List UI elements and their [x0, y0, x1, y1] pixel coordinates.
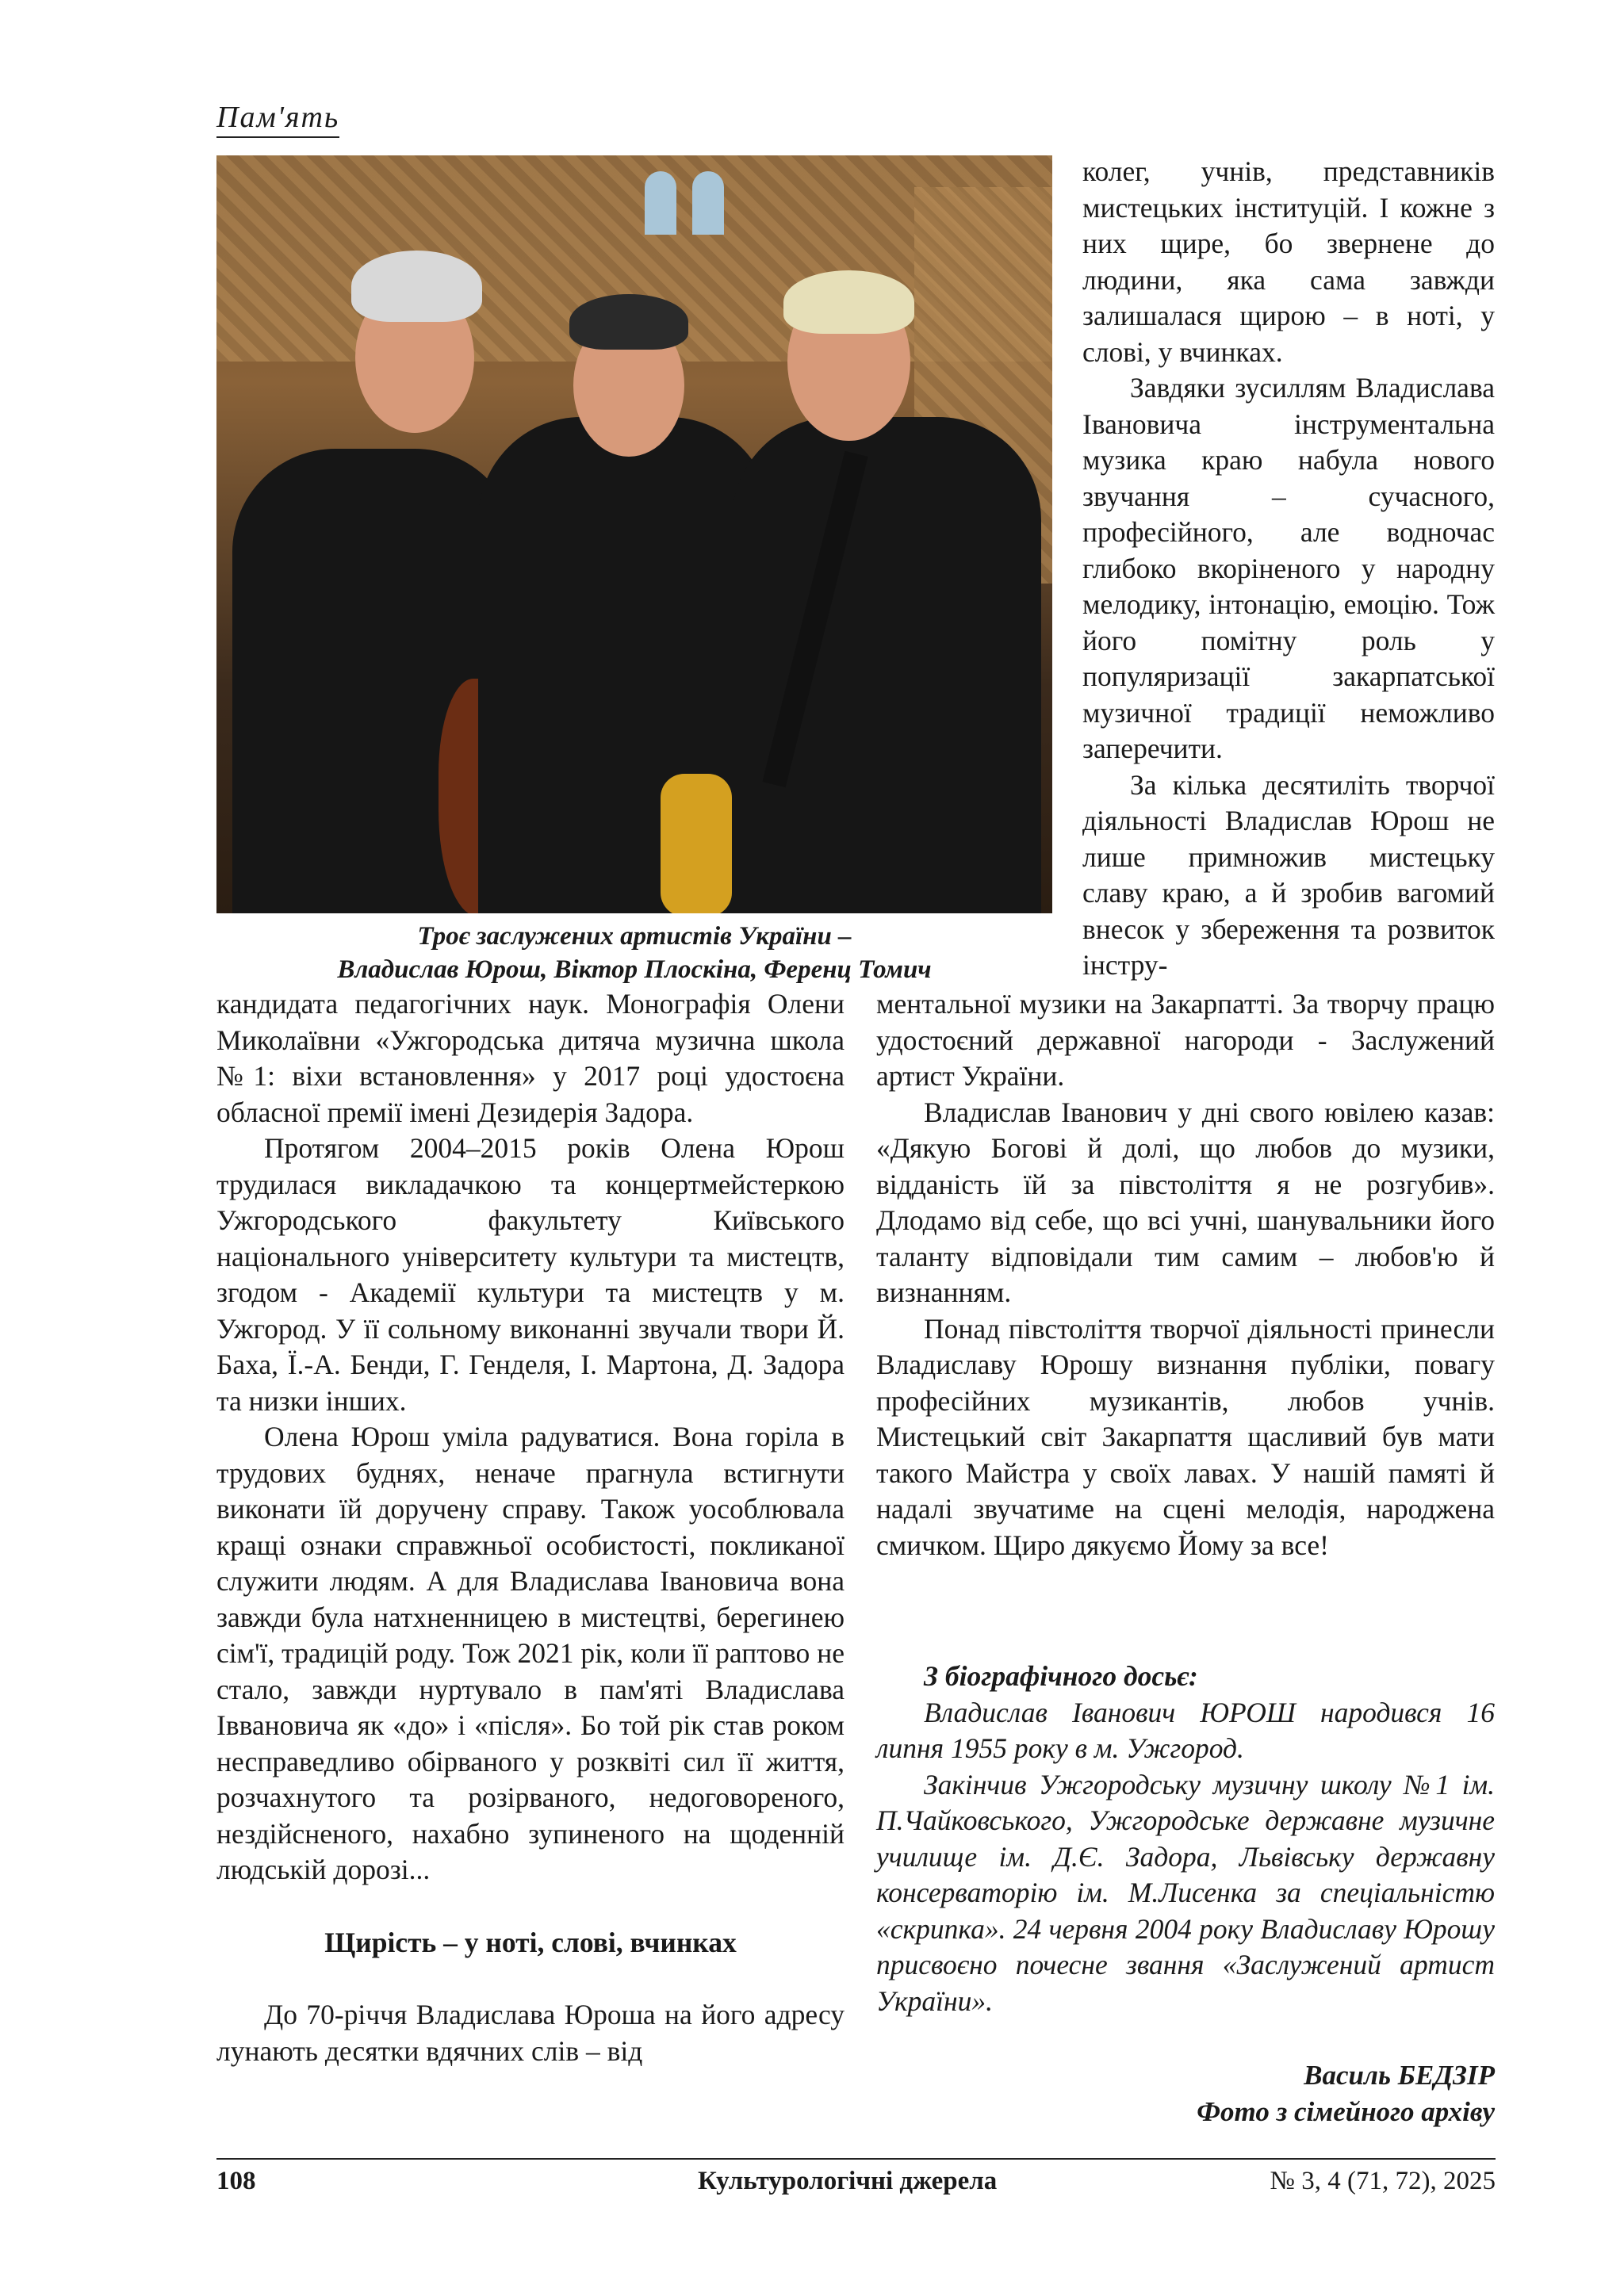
paragraph: Завдяки зусиллям Владислава Івановича інструментальна музика краю набула нового звучання – сучасного, професійного, але водночас глибоко вкоріненого у народну мелодику, інтонацію, емоцію. Тож його помітну роль у популяризації закарпатської музичної традиції неможливо заперечити. — [1082, 372, 1495, 764]
dossier-paragraph: Владислав Іванович ЮРОШ народився 16 липня 1955 року в м. Ужгород. — [876, 1696, 1495, 1764]
dossier-title: З біографічного досьє: — [924, 1660, 1198, 1692]
paragraph: колег, учнів, представників мистецьких інституцій. І кожне з них щире, бо звернене до людини, яка сама завжди залишалася щирою – в ноті, у слові, у вчинках. — [1082, 155, 1495, 368]
issue-number: № 3, 4 (71, 72), 2025 — [1270, 2167, 1496, 2195]
hair-middle — [569, 294, 688, 350]
footer-divider — [216, 2158, 1496, 2160]
biography-dossier — [876, 1659, 1495, 2019]
paragraph: ментальної музики на Закарпатті. За творчу працю удостоєний державної нагороди - Заслужений артист України. — [876, 988, 1495, 1092]
journal-name: Культурологічні джерела — [698, 2167, 998, 2195]
person-right — [732, 417, 1041, 913]
right-column-bottom — [876, 986, 1495, 1563]
paragraph: кандидата педагогічних наук. Монографія Олени Миколаївни «Ужгородська дитяча музична школа №1: віхи встановлення» у 2017 році удостоєна обласної премії імені Дезидерія Задора. — [216, 988, 845, 1128]
author-signature: Василь БЕДЗІР — [1304, 2060, 1495, 2091]
dossier-paragraph: Закінчив Ужгородську музичну школу №1 ім. П.Чайковського, Ужгородське державне музичне училище ім. Д.Є. Задора, Львівську державну консерваторію ім. М.Лисенка за спеціальністю «скрипка». 24 червня 2004 року Владиславу Юрошу присвоєно почесне звання «Заслужений артист України». — [876, 1768, 1495, 2017]
subheading: Щирість – у ноті, слові, вчинках — [324, 1926, 737, 1958]
paragraph: Понад півстоліття творчої діяльності принесли Владиславу Юрошу визнання публіки, повагу професійних музикантів, любов учнів. Мистецький світ Закарпаття щасливий був мати такого Майстра у своїх лавах. У нашій памяті й надалі звучатиме на сцені мелодія, народжена смичком. Щиро дякуємо Йому за все! — [876, 1312, 1495, 1561]
photo-credit: Фото з сімейного архіву — [1197, 2096, 1495, 2127]
left-column — [216, 986, 845, 2069]
right-column-top — [1082, 154, 1495, 984]
caption-line-1: Троє заслужених артистів України – — [417, 922, 852, 951]
photo-caption — [216, 920, 1052, 986]
paragraph: До 70-річчя Владислава Юроша на його адресу лунають десятки вдячних слів – від — [216, 1999, 845, 2067]
section-header: Пам'ять — [216, 100, 339, 138]
page-number: 108 — [216, 2167, 256, 2195]
paragraph: Олена Юрош уміла радуватися. Вона горіла в трудових буднях, неначе прагнула встигнути виконати їй доручену справу. Також уособлювала кращі ознаки справжньої особистості, покликаної служити людям. А для Владислава Івановича вона завжди була натхненницею в мистецтві, берегинею сім'ї, традицій роду. Тож 2021 рік, коли її раптово не стало, завжди нуртувало в пам'яті Владислава Іввановича як «до» і «після». Бо той рік став роком несправедливо обірваного у розквіті сил її життя, розчахнутого та розірваного, недоговореного, нездійсненого, нахабно зупиненого на щоденній людській дорозі... — [216, 1421, 845, 1885]
caption-line-2: Владислав Юрош, Віктор Плоскіна, Ференц Томич — [337, 955, 932, 984]
hair-right — [783, 270, 914, 334]
paragraph: Владислав Іванович у дні свого ювілею казав: «Дякую Богові й долі, що любов до музики, відданість їй за півстоліття я не розгубив». Длодамо від себе, що всі учні, шанувальники його таланту відповідали тим самим – любов'ю й визнанням. — [876, 1096, 1495, 1308]
hair-left — [351, 251, 482, 322]
window-arch — [692, 171, 724, 235]
paragraph: За кілька десятиліть творчої діяльності Владислав Юрош не лише примножив мистецьку славу краю, а й зробив вагомий внесок у збереження та розвиток інстру- — [1082, 768, 1495, 981]
window-arch — [645, 171, 676, 235]
article-photo — [216, 155, 1052, 913]
paragraph: Протягом 2004–2015 років Олена Юрош трудилася викладачкою та концертмейстеркою Ужгородського факультету Київського національного університету культури та мистецтв, згодом - Академії культури та мистецтв у м. Ужгород. У її сольному виконанні звучали твори Й. Баха, Ї.-А. Бенди, Г. Генделя, І. Мартона, Д. Задора та низки інших. — [216, 1132, 845, 1417]
yellow-cloth — [661, 774, 732, 913]
